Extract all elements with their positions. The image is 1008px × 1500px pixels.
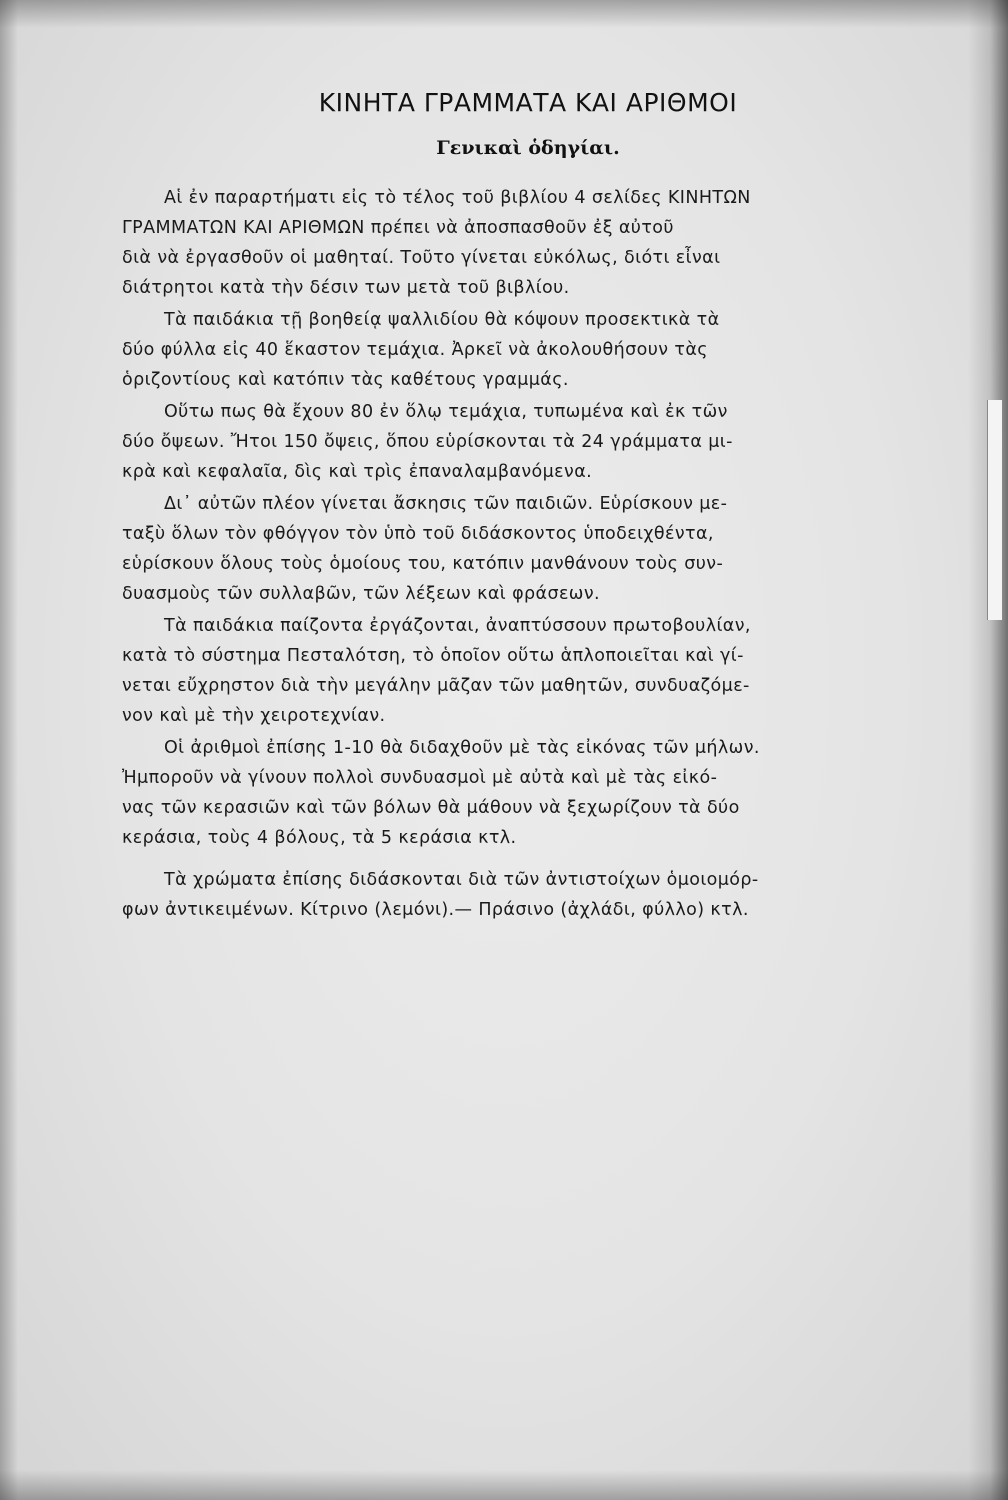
paragraph-line: διὰ νὰ ἐργασθοῦν οἱ μαθηταί. Τοῦτο γίνεται εὐκόλως, διότι εἶναι	[122, 248, 721, 268]
document-body	[122, 88, 934, 925]
paragraph-4	[122, 489, 934, 609]
paragraph-line: νον καὶ μὲ τὴν χειροτεχνίαν.	[122, 706, 386, 726]
page-shadow-right	[968, 0, 1008, 1500]
paragraph-line: ΓΡΑΜΜΑΤΩΝ ΚΑΙ ΑΡΙΘΜΩΝ πρέπει νὰ ἀποσπασθοῦν ἐξ αὐτοῦ	[122, 218, 674, 238]
paragraph-3	[122, 397, 934, 487]
paragraph-line: Ἠμποροῦν νὰ γίνουν πολλοὶ συνδυασμοὶ μὲ αὐτὰ καὶ μὲ τὰς εἰκό-	[122, 768, 718, 788]
page-shadow-left	[0, 0, 18, 1500]
paragraph-line: Αἱ ἐν παραρτήματι εἰς τὸ τέλος τοῦ βιβλίου 4 σελίδες ΚΙΝΗΤΩΝ	[164, 188, 751, 208]
document-subtitle: Γενικαὶ ὁδηγίαι.	[436, 137, 620, 159]
page-shadow-bottom	[0, 1470, 1008, 1500]
paragraph-line: Τὰ παιδάκια τῇ βοηθείᾳ ψαλλιδίου θὰ κόψουν προσεκτικὰ τὰ	[164, 310, 720, 330]
paragraph-line: Οἱ ἀριθμοὶ ἐπίσης 1-10 θὰ διδαχθοῦν μὲ τὰς εἰκόνας τῶν μήλων.	[164, 738, 760, 758]
paragraph-line: κεράσια, τοὺς 4 βόλους, τὰ 5 κεράσια κτλ.	[122, 828, 517, 848]
paragraph-line: δυασμοὺς τῶν συλλαβῶν, τῶν λέξεων καὶ φράσεων.	[122, 584, 600, 604]
paragraph-5	[122, 611, 934, 731]
paragraph-line: Οὕτω πως θὰ ἔχουν 80 ἐν ὅλῳ τεμάχια, τυπωμένα καὶ ἐκ τῶν	[164, 402, 728, 422]
paragraph-7	[122, 865, 934, 925]
paragraph-line: δύο ὄψεων. Ἤτοι 150 ὄψεις, ὅπου εὑρίσκονται τὰ 24 γράμματα μι-	[122, 432, 733, 452]
paragraph-line: νας τῶν κερασιῶν καὶ τῶν βόλων θὰ μάθουν νὰ ξεχωρίζουν τὰ δύο	[122, 798, 740, 818]
torn-edge	[987, 400, 1002, 620]
paragraph-line: ὁριζοντίους καὶ κατόπιν τὰς καθέτους γραμμάς.	[122, 370, 569, 390]
paragraph-line: κατὰ τὸ σύστημα Πεσταλότση, τὸ ὁποῖον οὕτω ἁπλοποιεῖται καὶ γί-	[122, 646, 744, 666]
paragraph-2	[122, 305, 934, 395]
page-shadow-top	[0, 0, 1008, 28]
document-title: ΚΙΝΗΤΑ ΓΡΑΜΜΑΤΑ ΚΑΙ ΑΡΙΘΜΟΙ	[318, 88, 738, 117]
paragraph-line: φων ἀντικειμένων. Κίτρινο (λεμόνι).— Πράσινο (ἀχλάδι, φύλλο) κτλ.	[122, 900, 749, 920]
paragraph-line: εὑρίσκουν ὅλους τοὺς ὁμοίους του, κατόπιν μανθάνουν τοὺς συν-	[122, 554, 724, 574]
paragraph-1	[122, 183, 934, 303]
paragraph-line: Δι᾽ αὐτῶν πλέον γίνεται ἄσκησις τῶν παιδιῶν. Εὑρίσκουν με-	[164, 494, 728, 514]
paragraph-line: νεται εὔχρηστον διὰ τὴν μεγάλην μᾶζαν τῶν μαθητῶν, συνδυαζόμε-	[122, 676, 750, 696]
paragraph-line: Τὰ παιδάκια παίζοντα ἐργάζονται, ἀναπτύσσουν πρωτοβουλίαν,	[164, 616, 751, 636]
paragraph-6	[122, 733, 934, 853]
paragraph-line: διάτρητοι κατὰ τὴν δέσιν των μετὰ τοῦ βιβλίου.	[122, 278, 570, 298]
paragraph-line: ταξὺ ὅλων τὸν φθόγγον τὸν ὑπὸ τοῦ διδάσκοντος ὑποδειχθέντα,	[122, 524, 714, 544]
paragraph-line: Τὰ χρώματα ἐπίσης διδάσκονται διὰ τῶν ἀντιστοίχων ὁμοιομόρ-	[164, 870, 759, 890]
paragraph-line: δύο φύλλα εἰς 40 ἕκαστον τεμάχια. Ἀρκεῖ νὰ ἀκολουθήσουν τὰς	[122, 340, 708, 360]
paragraph-line: κρὰ καὶ κεφαλαῖα, δὶς καὶ τρὶς ἐπαναλαμβανόμενα.	[122, 462, 593, 482]
